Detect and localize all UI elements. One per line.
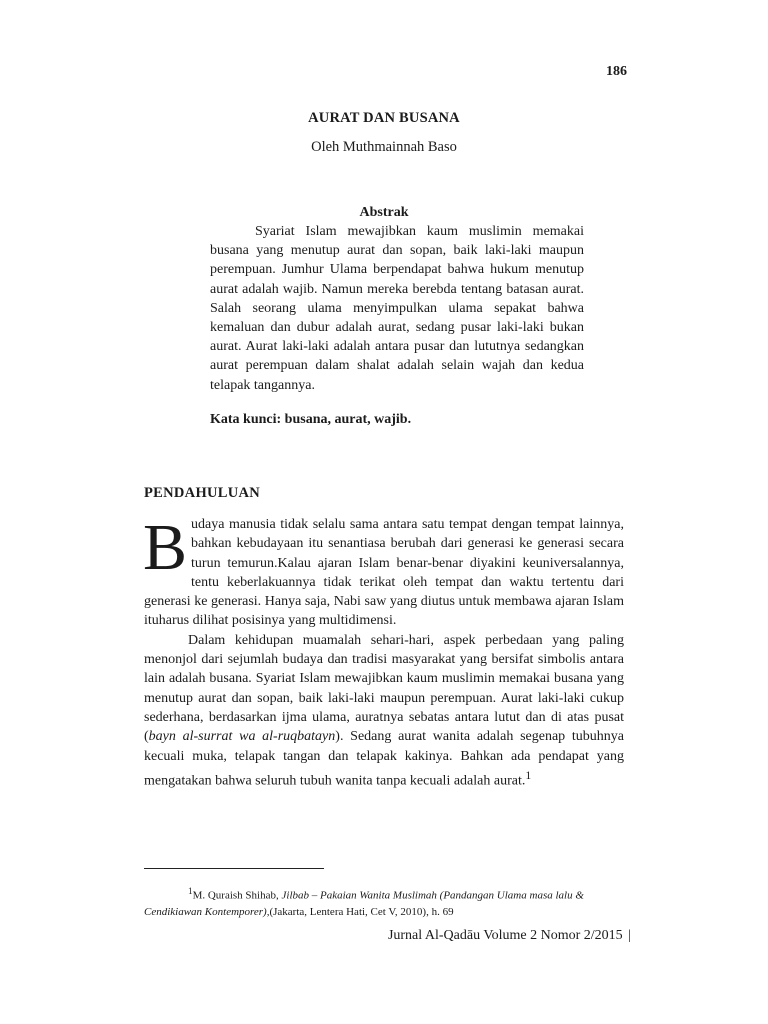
footnote	[144, 883, 629, 920]
journal-name: Jurnal Al-Qadāu Volume 2 Nomor 2/2015	[387, 928, 623, 943]
page-number: 186	[606, 64, 627, 79]
paragraph-2-text-b: ). Sedang aurat wanita adalah segenap tubuhnya kecuali muka, telapak tangan dan telapak kakinya. Bahkan ada pendapat yang mengatakan bahwa seluruh tubuh wanita tanpa kecuali adalah aurat.	[144, 729, 624, 789]
paragraph-1	[143, 511, 624, 631]
footnote-publication: (Jakarta, Lentera Hati, Cet V, 2010), h. 69	[269, 905, 454, 918]
footnote-book-title: Jilbab – Pakaian Wanita Muslimah (Pandangan Ulama masa lalu & Cendikiawan Kontemporer),	[144, 889, 584, 918]
drop-cap: B	[143, 511, 188, 584]
footnote-author: M. Quraish Shihab,	[192, 889, 282, 902]
paragraph-2-text-a: Dalam kehidupan muamalah sehari-hari, aspek perbedaan yang paling menonjol dari sejumlah budaya dan tradisi masyarakat yang bersifat simbolis antara lain adalah busana. Syariat Islam mewajibkan kaum muslimin memakai busana yang menutup aurat dan sopan, baik laki-laki maupun perempuan. Aurat laki-laki cukup sederhana, berdasarkan ijma ulama, auratnya sebatas antara lutut dan di atas pusat (	[144, 632, 624, 745]
paragraph-2	[144, 631, 624, 791]
arabic-term: bayn al-surrat wa al-ruqbatayn	[148, 729, 336, 745]
footnote-divider	[144, 868, 324, 869]
article-title: AURAT DAN BUSANA	[308, 110, 460, 126]
footnote-number: 1	[188, 886, 193, 896]
keywords: Kata kunci: busana, aurat, wajib.	[210, 412, 412, 427]
journal-footer	[388, 928, 631, 944]
main-text	[143, 511, 624, 791]
section-heading: PENDAHULUAN	[144, 485, 261, 501]
abstract-heading: Abstrak	[359, 205, 409, 220]
footnote-ref[interactable]: 1	[525, 768, 532, 782]
abstract-body: Syariat Islam mewajibkan kaum muslimin memakai busana yang menutup aurat dan sopan, baik laki-laki maupun perempuan. Jumhur Ulama berpendapat bahwa hukum menutup aurat adalah wajib. Namun mereka berebda tentang batasan aurat. Salah seorang ulama menyimpulkan ulama sepakat bahwa kemaluan dan dubur adalah aurat, sedang pusar laki-laki bukan aurat. Aurat laki-laki adalah antara pusar dan lututnya sedangkan aurat perempuan dalam shalat adalah selain wajah dan kedua telapak tangannya.	[210, 224, 584, 393]
footer-separator: |	[628, 928, 631, 943]
article-author: Oleh Muthmainnah Baso	[311, 139, 457, 155]
paragraph-1-text: udaya manusia tidak selalu sama antara satu tempat dengan tempat lainnya, bahkan kebudayaan itu senantiasa berubah dari generasi ke generasi secara turun temurun.Kalau ajaran Islam benar-benar diyakini keuniversalannya, tentu keberlakuannya tidak terikat oleh tempat dan waktu tertentu dari generasi ke generasi. Hanya saja, Nabi saw yang diutus untuk membawa ajaran Islam ituharus dilihat posisinya yang multidimensi.	[144, 517, 624, 629]
